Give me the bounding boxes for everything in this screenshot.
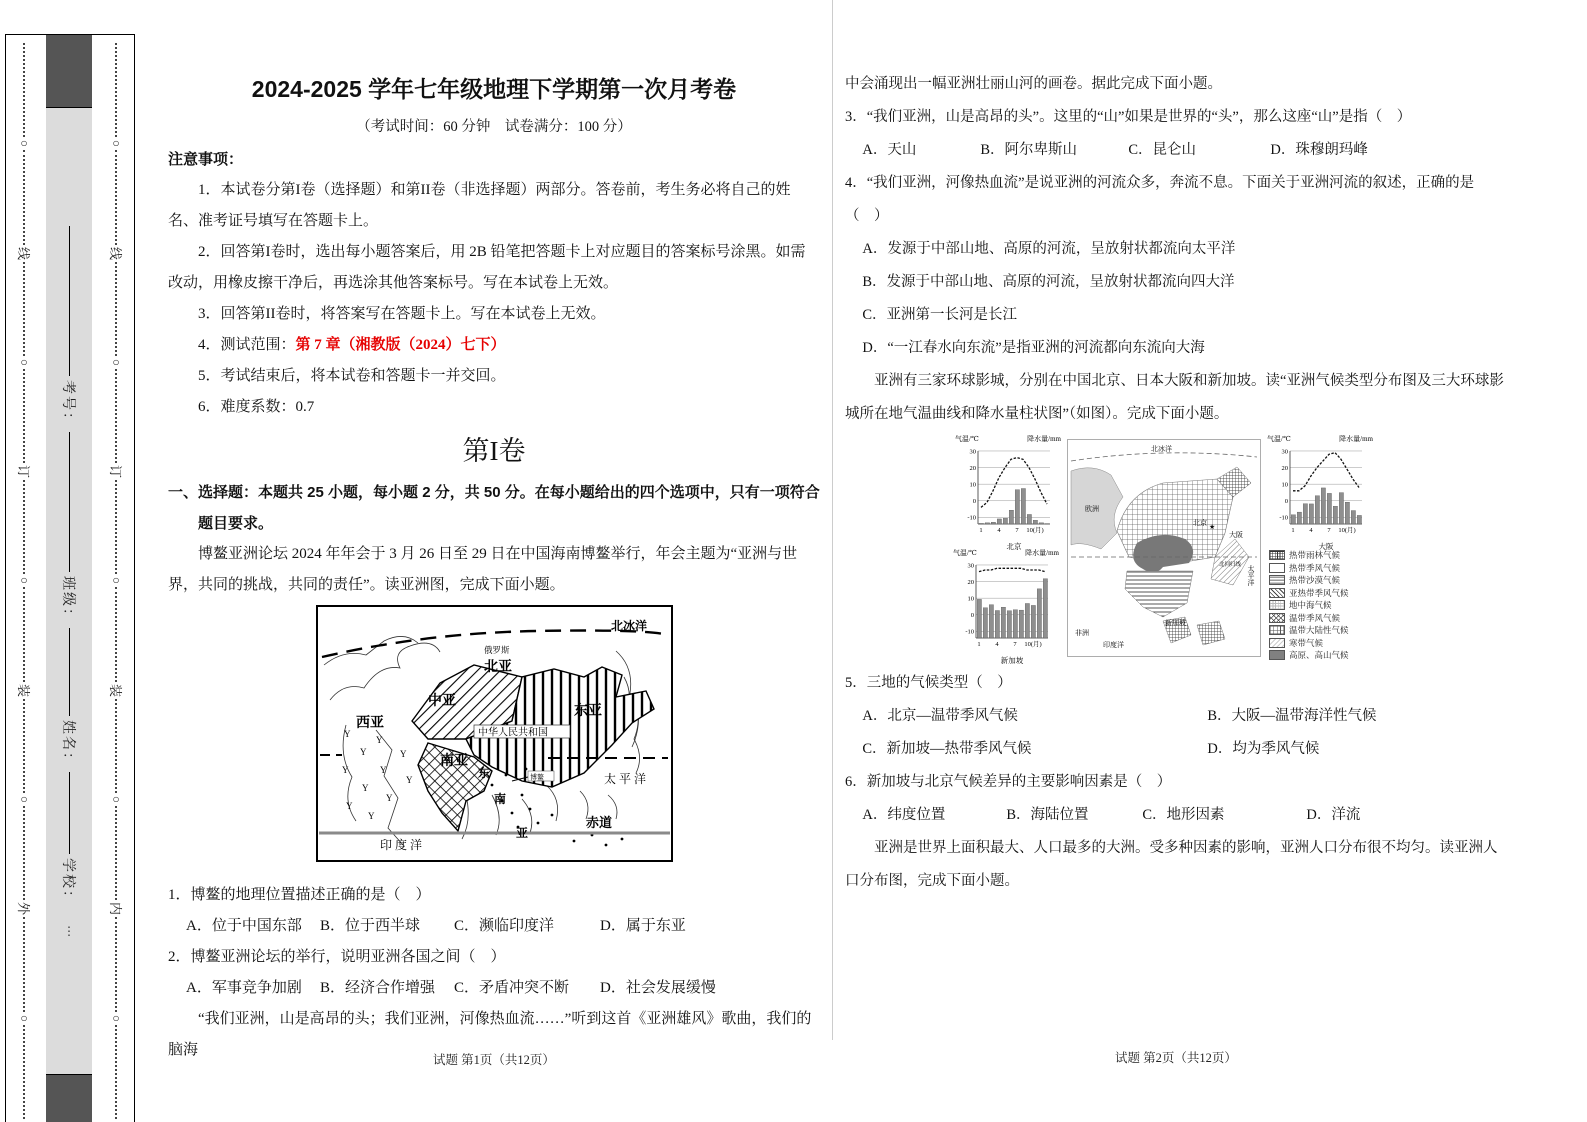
svg-text:★: ★: [1209, 523, 1216, 531]
svg-text:10: 10: [969, 481, 976, 489]
svg-text:Y: Y: [379, 765, 386, 775]
dotted-line: [23, 369, 25, 463]
legend-label: 热带沙漠气候: [1289, 575, 1341, 585]
svg-text:0: 0: [1284, 498, 1288, 506]
q3-stem: 3．“我们亚洲，山是高昂的头”。这里的“山”如果是世界的“头”，那么这座“山”是指（ ）: [845, 109, 1412, 125]
q2-option-c[interactable]: C．矛盾冲突不断: [454, 980, 570, 996]
dotted-line: [115, 43, 117, 137]
notice-4-prefix: 4．测试范围：: [198, 337, 296, 353]
q6-option-c[interactable]: C．地形因素: [1142, 807, 1225, 823]
fig-label-indian: 印度洋: [1103, 641, 1124, 649]
school-blank[interactable]: [69, 772, 70, 854]
svg-text:降水量/mm: 降水量/mm: [1025, 549, 1059, 557]
map-label-indian: 印度洋: [379, 838, 425, 852]
svg-text:Y: Y: [345, 801, 352, 811]
map-label-se-1: 东: [477, 766, 490, 780]
map-label-west-asia: 西亚: [355, 716, 384, 731]
legend-swatch-subtrop-monsoon: [1269, 588, 1285, 598]
svg-text:Y: Y: [405, 775, 412, 785]
asia-map-figure: [316, 605, 673, 874]
dotted-line: [115, 262, 117, 356]
notice-4-scope: 第 7 章（湘教版（2024）七下）: [295, 337, 506, 353]
legend-swatch-desert: [1269, 575, 1285, 585]
svg-text:Y: Y: [399, 749, 406, 759]
fig-label-africa: 非洲: [1075, 629, 1089, 637]
seal-char: 订: [16, 465, 32, 479]
climate-chart-singapore: [951, 547, 1061, 678]
notice-2: 2．回答第I卷时，选出每小题答案后，用 2B 铅笔把答题卡上对应题目的答案标号涂黑。如需改动，用橡皮擦干净后，再选涂其他答案标号。写在本试卷上无效。: [168, 244, 806, 291]
svg-text:Y: Y: [375, 735, 382, 745]
svg-text:7: 7: [1013, 641, 1017, 648]
svg-text:20: 20: [969, 464, 976, 472]
svg-text:Y: Y: [367, 811, 374, 821]
seal-circle: ○: [112, 354, 120, 369]
svg-text:-10: -10: [967, 514, 976, 522]
dotted-line: [115, 1025, 117, 1119]
q1-option-c[interactable]: C．濒临印度洋: [454, 918, 555, 934]
q2-options: [168, 973, 820, 1004]
map-label-north-asia: 北亚: [483, 660, 512, 675]
q3-option-b[interactable]: B．阿尔卑斯山: [980, 142, 1078, 158]
svg-text:降水量/mm: 降水量/mm: [1339, 435, 1373, 443]
school-label: 学校：: [60, 858, 75, 906]
notice-3: 3．回答第II卷时，将答案写在答题卡上。写在本试卷上无效。: [198, 306, 606, 322]
strip-dark-block-top: [46, 35, 92, 108]
seal-circle: ○: [20, 354, 28, 369]
passage-boao: 博鳌亚洲论坛 2024 年年会于 3 月 26 日至 29 日在中国海南博鳌举行，年会主题为“亚洲与世界，共同的挑战，共同的责任”。读亚洲图，完成下面小题。: [168, 546, 798, 593]
notice-4: [168, 330, 820, 361]
q4-stem: 4．“我们亚洲，河像热血流”是说亚洲的河流众多，奔流不息。下面关于亚洲河流的叙述，正确的是（ ）: [845, 175, 1475, 224]
legend-row: [1269, 562, 1399, 575]
svg-text:0: 0: [972, 498, 976, 506]
climate-chart-osaka: [1265, 433, 1375, 564]
svg-text:1: 1: [1291, 527, 1295, 534]
climate-chart-beijing: [953, 433, 1063, 564]
svg-text:10(月): 10(月): [1026, 527, 1044, 534]
legend-row: [1269, 549, 1399, 562]
legend-label: 热带季风气候: [1289, 562, 1341, 573]
q6-option-d[interactable]: D．洋流: [1306, 807, 1361, 823]
q6-options: [845, 799, 1507, 832]
legend-row: [1269, 649, 1399, 662]
passage-song-cont: 中会涌现出一幅亚洲壮丽山河的画卷。据此完成下面小题。: [845, 76, 1222, 92]
seal-circle: ○: [112, 792, 120, 807]
passage-population: 亚洲是世界上面积最大、人口最多的大洲。受多种因素的影响，亚洲人口分布很不均匀。读亚洲人口分布图，完成下面小题。: [845, 840, 1498, 889]
q5-option-d[interactable]: D．均为季风气候: [1207, 741, 1320, 757]
student-info-strip: [46, 35, 92, 1122]
legend-row: [1269, 637, 1399, 650]
q5-option-b[interactable]: B．大阪—温带海洋性气候: [1207, 708, 1377, 724]
outer-binding-line: [14, 43, 34, 1119]
legend-label: 热带雨林气候: [1289, 550, 1341, 560]
svg-text:-10: -10: [965, 628, 974, 636]
dotted-line: [23, 917, 25, 1011]
seal-char: 内: [108, 902, 124, 916]
q4-option-a[interactable]: A．发源于中部山地、高原的河流，呈放射状都流向太平洋: [862, 241, 1236, 257]
svg-text:1: 1: [977, 641, 981, 648]
legend-swatch-trop-monsoon: [1269, 563, 1285, 573]
seal-char: 装: [16, 683, 32, 697]
legend-label: 高原、高山气候: [1289, 650, 1349, 660]
notice-5: 5．考试结束后，将本试卷和答题卡一并交回。: [198, 368, 506, 384]
svg-text:Y: Y: [343, 729, 350, 739]
q3-option-c[interactable]: C．昆仑山: [1128, 142, 1197, 158]
seal-char: 线: [108, 246, 124, 260]
svg-text:30: 30: [1281, 448, 1288, 456]
dotted-line: [23, 806, 25, 900]
svg-text:0: 0: [970, 612, 974, 620]
q6-option-b[interactable]: B．海陆位置: [1006, 807, 1089, 823]
svg-text:30: 30: [969, 448, 976, 456]
passage-song: “我们亚洲，山是高昂的头；我们亚洲，河像热血流……”听到这首《亚洲雄风》歌曲，我们的脑海: [168, 1011, 812, 1058]
seal-circle: ○: [20, 573, 28, 588]
q5-option-a[interactable]: A．北京—温带季风气候: [862, 708, 1018, 724]
asia-climate-map: [1067, 439, 1261, 670]
legend-label: 温带季风气候: [1289, 612, 1341, 623]
legend-label: 寒带气候: [1289, 637, 1324, 648]
svg-text:-10: -10: [1279, 514, 1288, 522]
map-label-equator: 赤道: [585, 815, 612, 830]
seal-circle: ○: [112, 136, 120, 151]
map-label-central-asia: 中亚: [427, 694, 456, 709]
legend-row: [1269, 599, 1399, 612]
fig-label-beijing: 北京: [1193, 519, 1207, 527]
q3-option-a[interactable]: A．天山: [862, 142, 917, 158]
legend-row: [1269, 612, 1399, 625]
seal-circle: ○: [20, 792, 28, 807]
seal-char: 订: [108, 465, 124, 479]
seal-circle: ○: [112, 573, 120, 588]
svg-text:Y: Y: [359, 747, 366, 757]
q2-stem: 2．博鳌亚洲论坛的举行，说明亚洲各国之间（ ）: [168, 949, 506, 965]
svg-text:大阪: 大阪: [1318, 542, 1334, 551]
seal-char: 线: [16, 246, 32, 260]
fig-label-osaka: 大阪: [1229, 531, 1243, 539]
dotted-line: [115, 587, 117, 681]
dotted-line: [115, 150, 117, 244]
seal-circle: ○: [20, 136, 28, 151]
map-label-arctic: 北冰洋: [610, 619, 647, 633]
exam-number-blank[interactable]: [69, 226, 70, 376]
seal-circle: ○: [112, 1010, 120, 1025]
dotted-line: [23, 43, 25, 137]
section-intro: 一、选择题：本题共 25 小题，每小题 2 分，共 50 分。在每小题给出的四个选项中，只有一项符合题目要求。: [168, 484, 820, 532]
legend-label: 地中海气候: [1289, 600, 1332, 610]
map-label-china: 中华人民共和国: [477, 727, 548, 739]
passage-universal: 亚洲有三家环球影城，分别在中国北京、日本大阪和新加坡。读“亚洲气候类型分布图及三大环球影城所在地气温曲线和降水量柱状图”（如图）。完成下面小题。: [845, 373, 1504, 422]
q4-option-b[interactable]: B．发源于中部山地、高原的河流，呈放射状都流向四大洋: [862, 274, 1235, 290]
dotted-line: [23, 480, 25, 574]
q2-option-d[interactable]: D．社会发展缓慢: [600, 980, 716, 996]
svg-text:4: 4: [1309, 527, 1313, 534]
svg-text:Y: Y: [361, 783, 368, 793]
seal-char: 外: [16, 902, 32, 916]
map-label-boao: 博鳌: [529, 773, 544, 782]
legend-swatch-rainforest: [1269, 550, 1285, 560]
notice-heading: 注意事项：: [168, 151, 244, 168]
dotted-line: [115, 917, 117, 1011]
svg-text:10(月): 10(月): [1024, 641, 1042, 648]
legend-label: 亚热带季风气候: [1289, 587, 1349, 598]
svg-text:10: 10: [967, 595, 974, 603]
q1-stem: 1．博鳌的地理位置描述正确的是（ ）: [168, 887, 431, 903]
legend-swatch-continental: [1269, 625, 1285, 635]
q1-option-d[interactable]: D．属于东亚: [600, 918, 686, 934]
svg-text:10(月): 10(月): [1338, 527, 1356, 534]
binding-strip: [5, 34, 135, 1122]
part-1-title: 第I卷: [462, 436, 526, 466]
class-blank[interactable]: [69, 432, 70, 572]
exam-number-label: 考号：: [60, 380, 75, 428]
q6-stem: 6．新加坡与北京气候差异的主要影响因素是（ ）: [845, 774, 1172, 790]
svg-text:降水量/mm: 降水量/mm: [1027, 435, 1061, 443]
fig-label-pacific: 太平洋: [1247, 565, 1255, 586]
map-label-pacific: 太平洋: [603, 772, 649, 786]
page-2: [845, 0, 1507, 1065]
dotted-line: [115, 480, 117, 574]
svg-text:7: 7: [1015, 527, 1019, 534]
legend-row: [1269, 587, 1399, 600]
climate-legend: [1269, 549, 1399, 662]
map-label-south-asia: 南亚: [439, 754, 468, 769]
svg-text:Y: Y: [341, 765, 348, 775]
class-label: 班级：: [60, 576, 75, 624]
page-2-footer: 试题 第2页（共12页）: [1115, 1051, 1237, 1065]
map-label-se-2: 南: [493, 792, 506, 806]
fig-label-tropic: 北回归线: [1219, 562, 1242, 568]
q4-option-d[interactable]: D．“一江春水向东流”是指亚洲的河流都向东流向大海: [862, 340, 1205, 356]
map-label-east-asia: 东亚: [573, 704, 602, 719]
svg-text:1: 1: [979, 527, 983, 534]
q6-option-a[interactable]: A．纬度位置: [862, 807, 946, 823]
q4-option-c[interactable]: C．亚洲第一长河是长江: [862, 307, 1018, 323]
seal-char: 装: [108, 683, 124, 697]
legend-swatch-highland: [1269, 650, 1285, 660]
fig-label-arctic-ocean: 北冰洋: [1151, 445, 1172, 453]
legend-swatch-polar: [1269, 638, 1285, 648]
legend-swatch-temp-monsoon: [1269, 613, 1285, 623]
svg-text:20: 20: [967, 578, 974, 586]
dotted-line: [115, 699, 117, 793]
notice-6: 6．难度系数：0.7: [198, 399, 315, 415]
q1-option-a[interactable]: A．位于中国东部: [186, 918, 302, 934]
dotted-line: [115, 369, 117, 463]
notice-1: 1．本试卷分第I卷（选择题）和第II卷（非选择题）两部分。答卷前，考生务必将自己的姓名、准考证号填写在答题卡上。: [168, 182, 791, 229]
climate-figure: [845, 433, 1507, 665]
dotted-line: [115, 806, 117, 900]
q1-option-b[interactable]: B．位于西半球: [320, 918, 421, 934]
map-label-se-3: 亚: [515, 826, 528, 840]
legend-row: [1269, 624, 1399, 637]
q3-options: [845, 134, 1507, 167]
svg-text:新加坡: 新加坡: [1000, 656, 1024, 665]
svg-text:10: 10: [1281, 481, 1288, 489]
page-1: [168, 0, 820, 1066]
svg-text:4: 4: [995, 641, 999, 648]
asia-climate-map-svg: [1067, 439, 1261, 657]
dotted-line: [23, 1025, 25, 1119]
svg-text:20: 20: [1281, 464, 1288, 472]
exam-title: 2024-2025 学年七年级地理下学期第一次月考卷: [251, 76, 737, 102]
name-blank[interactable]: [69, 628, 70, 716]
seal-circle: ○: [20, 1010, 28, 1025]
svg-text:气温/℃: 气温/℃: [1267, 435, 1291, 443]
inner-binding-line: [106, 43, 126, 1119]
legend-row: [1269, 574, 1399, 587]
dotted-line: [23, 262, 25, 356]
strip-dark-block-bottom: [46, 1074, 92, 1122]
fig-label-europe: 欧洲: [1085, 505, 1099, 513]
legend-swatch-mediterranean: [1269, 600, 1285, 610]
q3-option-d[interactable]: D．珠穆朗玛峰: [1270, 142, 1368, 158]
strip-ellipsis: ⋮: [63, 924, 75, 938]
q5-option-c[interactable]: C．新加坡—热带季风气候: [862, 741, 1032, 757]
name-label: 姓名：: [60, 720, 75, 768]
dotted-line: [23, 150, 25, 244]
q2-option-b[interactable]: B．经济合作增强: [320, 980, 436, 996]
dotted-line: [23, 587, 25, 681]
exam-subtitle: （考试时间：60 分钟 试卷满分：100 分）: [356, 119, 632, 135]
svg-text:30: 30: [967, 562, 974, 570]
q2-option-a[interactable]: A．军事竞争加剧: [186, 980, 302, 996]
svg-text:4: 4: [997, 527, 1001, 534]
svg-text:气温/℃: 气温/℃: [953, 549, 977, 557]
legend-label: 温带大陆性气候: [1289, 625, 1349, 635]
page-1-footer: 试题 第1页（共12页）: [433, 1053, 555, 1067]
q1-options: [168, 911, 820, 942]
dotted-line: [23, 699, 25, 793]
svg-text:北京: 北京: [1006, 542, 1022, 551]
q5-options: [845, 700, 1507, 766]
map-label-russia: 俄罗斯: [483, 645, 510, 655]
asia-map-svg: [316, 605, 673, 862]
svg-text:气温/℃: 气温/℃: [955, 435, 979, 443]
svg-text:Y: Y: [385, 793, 392, 803]
fig-label-singapore: 新加坡: [1165, 619, 1186, 627]
q5-stem: 5．三地的气候类型（ ）: [845, 675, 1012, 691]
page-divider: [832, 0, 833, 1040]
svg-text:7: 7: [1327, 527, 1331, 534]
